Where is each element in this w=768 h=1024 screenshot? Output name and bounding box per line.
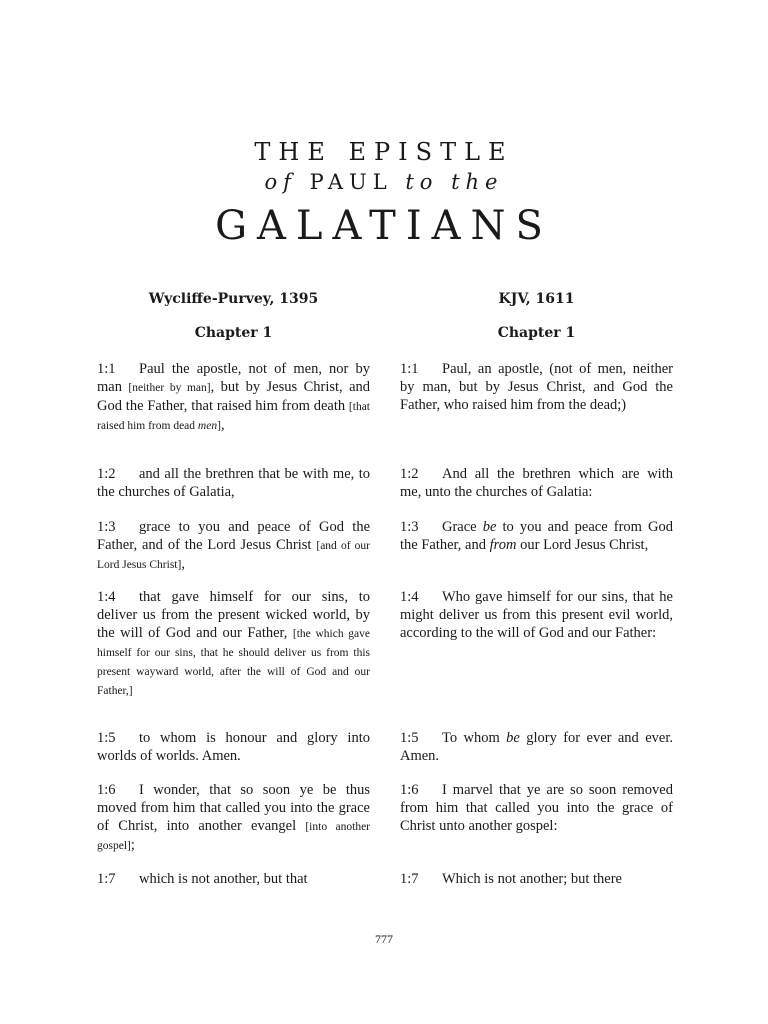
left-verse-1-4: 1:4 that gave himself for our sins, to deliver us from the present wicked world, by the will of God and our Father, [the which gave himself for our sins, that he should deliver us from this present wayward world, after the will of God and our Father,] xyxy=(97,589,370,697)
right-verse-1-2: 1:2 And all the brethren which are with me, unto the churches of Galatia: xyxy=(400,466,673,500)
right-verse-1-4: 1:4 Who gave himself for our sins, that he might deliver us from this present evil world, according to the will of God and our Father: xyxy=(400,589,673,641)
left-edition-heading: Wycliffe-Purvey, 1395 xyxy=(148,291,319,307)
left-chapter-heading: Chapter 1 xyxy=(194,325,273,341)
page-number: 777 xyxy=(375,932,393,946)
right-verse-1-1: 1:1 Paul, an apostle, (not of men, neither by man, but by Jesus Christ, and God the Father, who raised him from the dead;) xyxy=(400,361,673,413)
title-line-1: THE EPISTLE xyxy=(254,138,514,166)
right-verse-1-3: 1:3 Grace be to you and peace from God the Father, and from our Lord Jesus Christ, xyxy=(400,519,674,553)
left-verse-1-1: 1:1 Paul the apostle, not of men, nor by man [neither by man], but by Jesus Christ, and God the Father, that raised him from death [that raised him from dead men], xyxy=(97,361,371,433)
title-line-3: GALATIANS xyxy=(215,203,553,249)
right-edition-heading: KJV, 1611 xyxy=(498,291,575,307)
title-line-2: of PAUL to the xyxy=(264,170,504,194)
left-verse-1-3: 1:3 grace to you and peace of God the Father, and of the Lord Jesus Christ [and of our Lord Jesus Christ], xyxy=(97,519,370,572)
left-verse-1-2: 1:2 and all the brethren that be with me, to the churches of Galatia, xyxy=(97,466,370,500)
left-verse-1-5: 1:5 to whom is honour and glory into worlds of worlds. Amen. xyxy=(97,730,370,764)
right-chapter-heading: Chapter 1 xyxy=(497,325,576,341)
right-verse-1-7: 1:7 Which is not another; but there xyxy=(400,871,622,887)
left-verse-1-7: 1:7 which is not another, but that xyxy=(97,871,308,887)
left-verse-1-6: 1:6 I wonder, that so soon ye be thus moved from him that called you into the grace of Christ, into another evangel [into another gospel]; xyxy=(97,782,371,853)
right-verse-1-6: 1:6 I marvel that ye are so soon removed from him that called you into the grace of Christ unto another gospel: xyxy=(400,782,673,834)
right-verse-1-5: 1:5 To whom be glory for ever and ever. Amen. xyxy=(400,730,673,764)
